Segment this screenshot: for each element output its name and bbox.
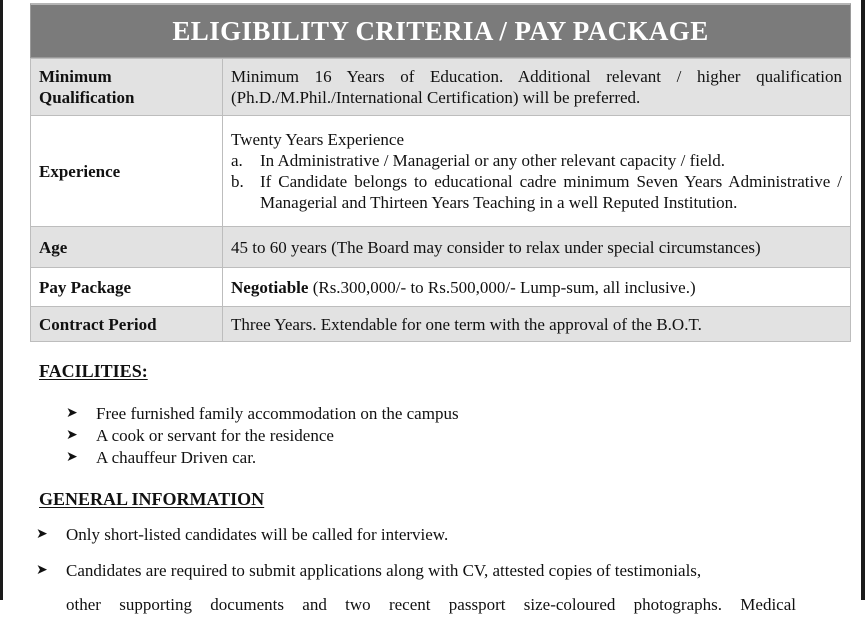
row-label: Experience bbox=[31, 116, 223, 227]
row-label: Age bbox=[31, 227, 223, 268]
pay-range: (Rs.300,000/- to Rs.500,000/- Lump-sum, all inclusive.) bbox=[308, 277, 696, 297]
list-item bbox=[231, 171, 842, 213]
list-text: Only short-listed candidates will be called for interview. bbox=[66, 525, 449, 544]
arrowhead-bullet-icon: ➤ bbox=[66, 450, 78, 465]
general-information-heading: GENERAL INFORMATION bbox=[39, 489, 265, 509]
eligibility-table bbox=[30, 58, 851, 342]
list-text: Free furnished family accommodation on the campus bbox=[96, 404, 459, 423]
list-marker: b. bbox=[231, 172, 244, 191]
page-title: ELIGIBILITY CRITERIA / PAY PACKAGE bbox=[172, 15, 709, 46]
label-line: Minimum bbox=[39, 67, 112, 86]
list-text: A chauffeur Driven car. bbox=[96, 448, 257, 467]
table-row-qualification bbox=[31, 59, 851, 116]
list-text bbox=[66, 557, 796, 619]
table-row-contract-period bbox=[31, 307, 851, 342]
row-value: Three Years. Extendable for one term with the approval of the B.O.T. bbox=[223, 307, 851, 342]
arrowhead-bullet-icon: ➤ bbox=[66, 428, 78, 443]
list-item bbox=[36, 521, 796, 549]
facilities-heading: FACILITIES: bbox=[39, 361, 148, 381]
row-value: 45 to 60 years (The Board may consider to relax under special circumstances) bbox=[223, 227, 851, 268]
list-item bbox=[36, 557, 796, 619]
row-value bbox=[223, 268, 851, 307]
experience-intro: Twenty Years Experience bbox=[231, 130, 405, 149]
list-item bbox=[231, 150, 842, 171]
page-frame-left-border bbox=[0, 0, 3, 600]
row-label bbox=[31, 59, 223, 116]
arrowhead-bullet-icon: ➤ bbox=[36, 527, 48, 542]
advertisement-page bbox=[30, 0, 851, 342]
table-row-experience bbox=[31, 116, 851, 227]
list-marker: a. bbox=[231, 151, 243, 170]
row-value bbox=[223, 116, 851, 227]
table-row-pay-package bbox=[31, 268, 851, 307]
list-text: A cook or servant for the residence bbox=[96, 426, 334, 445]
list-item bbox=[66, 447, 459, 469]
list-text-continuation: other supporting documents and two recent passport size-coloured photographs. Medical bbox=[66, 595, 796, 614]
row-label: Pay Package bbox=[31, 268, 223, 307]
pay-emphasis: Negotiable bbox=[231, 277, 309, 297]
facilities-list bbox=[66, 403, 459, 469]
general-information-list bbox=[36, 521, 796, 627]
list-item bbox=[66, 403, 459, 425]
title-banner bbox=[30, 3, 851, 58]
label-line: Qualification bbox=[39, 88, 135, 107]
list-text-line: Candidates are required to submit applications along with CV, attested copies of testimonials, bbox=[66, 561, 702, 580]
list-item bbox=[66, 425, 459, 447]
table-row-age bbox=[31, 227, 851, 268]
arrowhead-bullet-icon: ➤ bbox=[36, 563, 48, 578]
list-text: In Administrative / Managerial or any other relevant capacity / field. bbox=[260, 151, 725, 170]
page-frame-right-border bbox=[861, 0, 865, 600]
arrowhead-bullet-icon: ➤ bbox=[66, 406, 78, 421]
row-label: Contract Period bbox=[31, 307, 223, 342]
row-value: Minimum 16 Years of Education. Additional relevant / higher qualification (Ph.D./M.Phil./International Certification) will be preferred. bbox=[223, 59, 851, 116]
list-text: If Candidate belongs to educational cadre minimum Seven Years Administrative / Managerial and Thirteen Years Teaching in a well Reputed Institution. bbox=[260, 172, 842, 212]
experience-list bbox=[231, 150, 842, 213]
